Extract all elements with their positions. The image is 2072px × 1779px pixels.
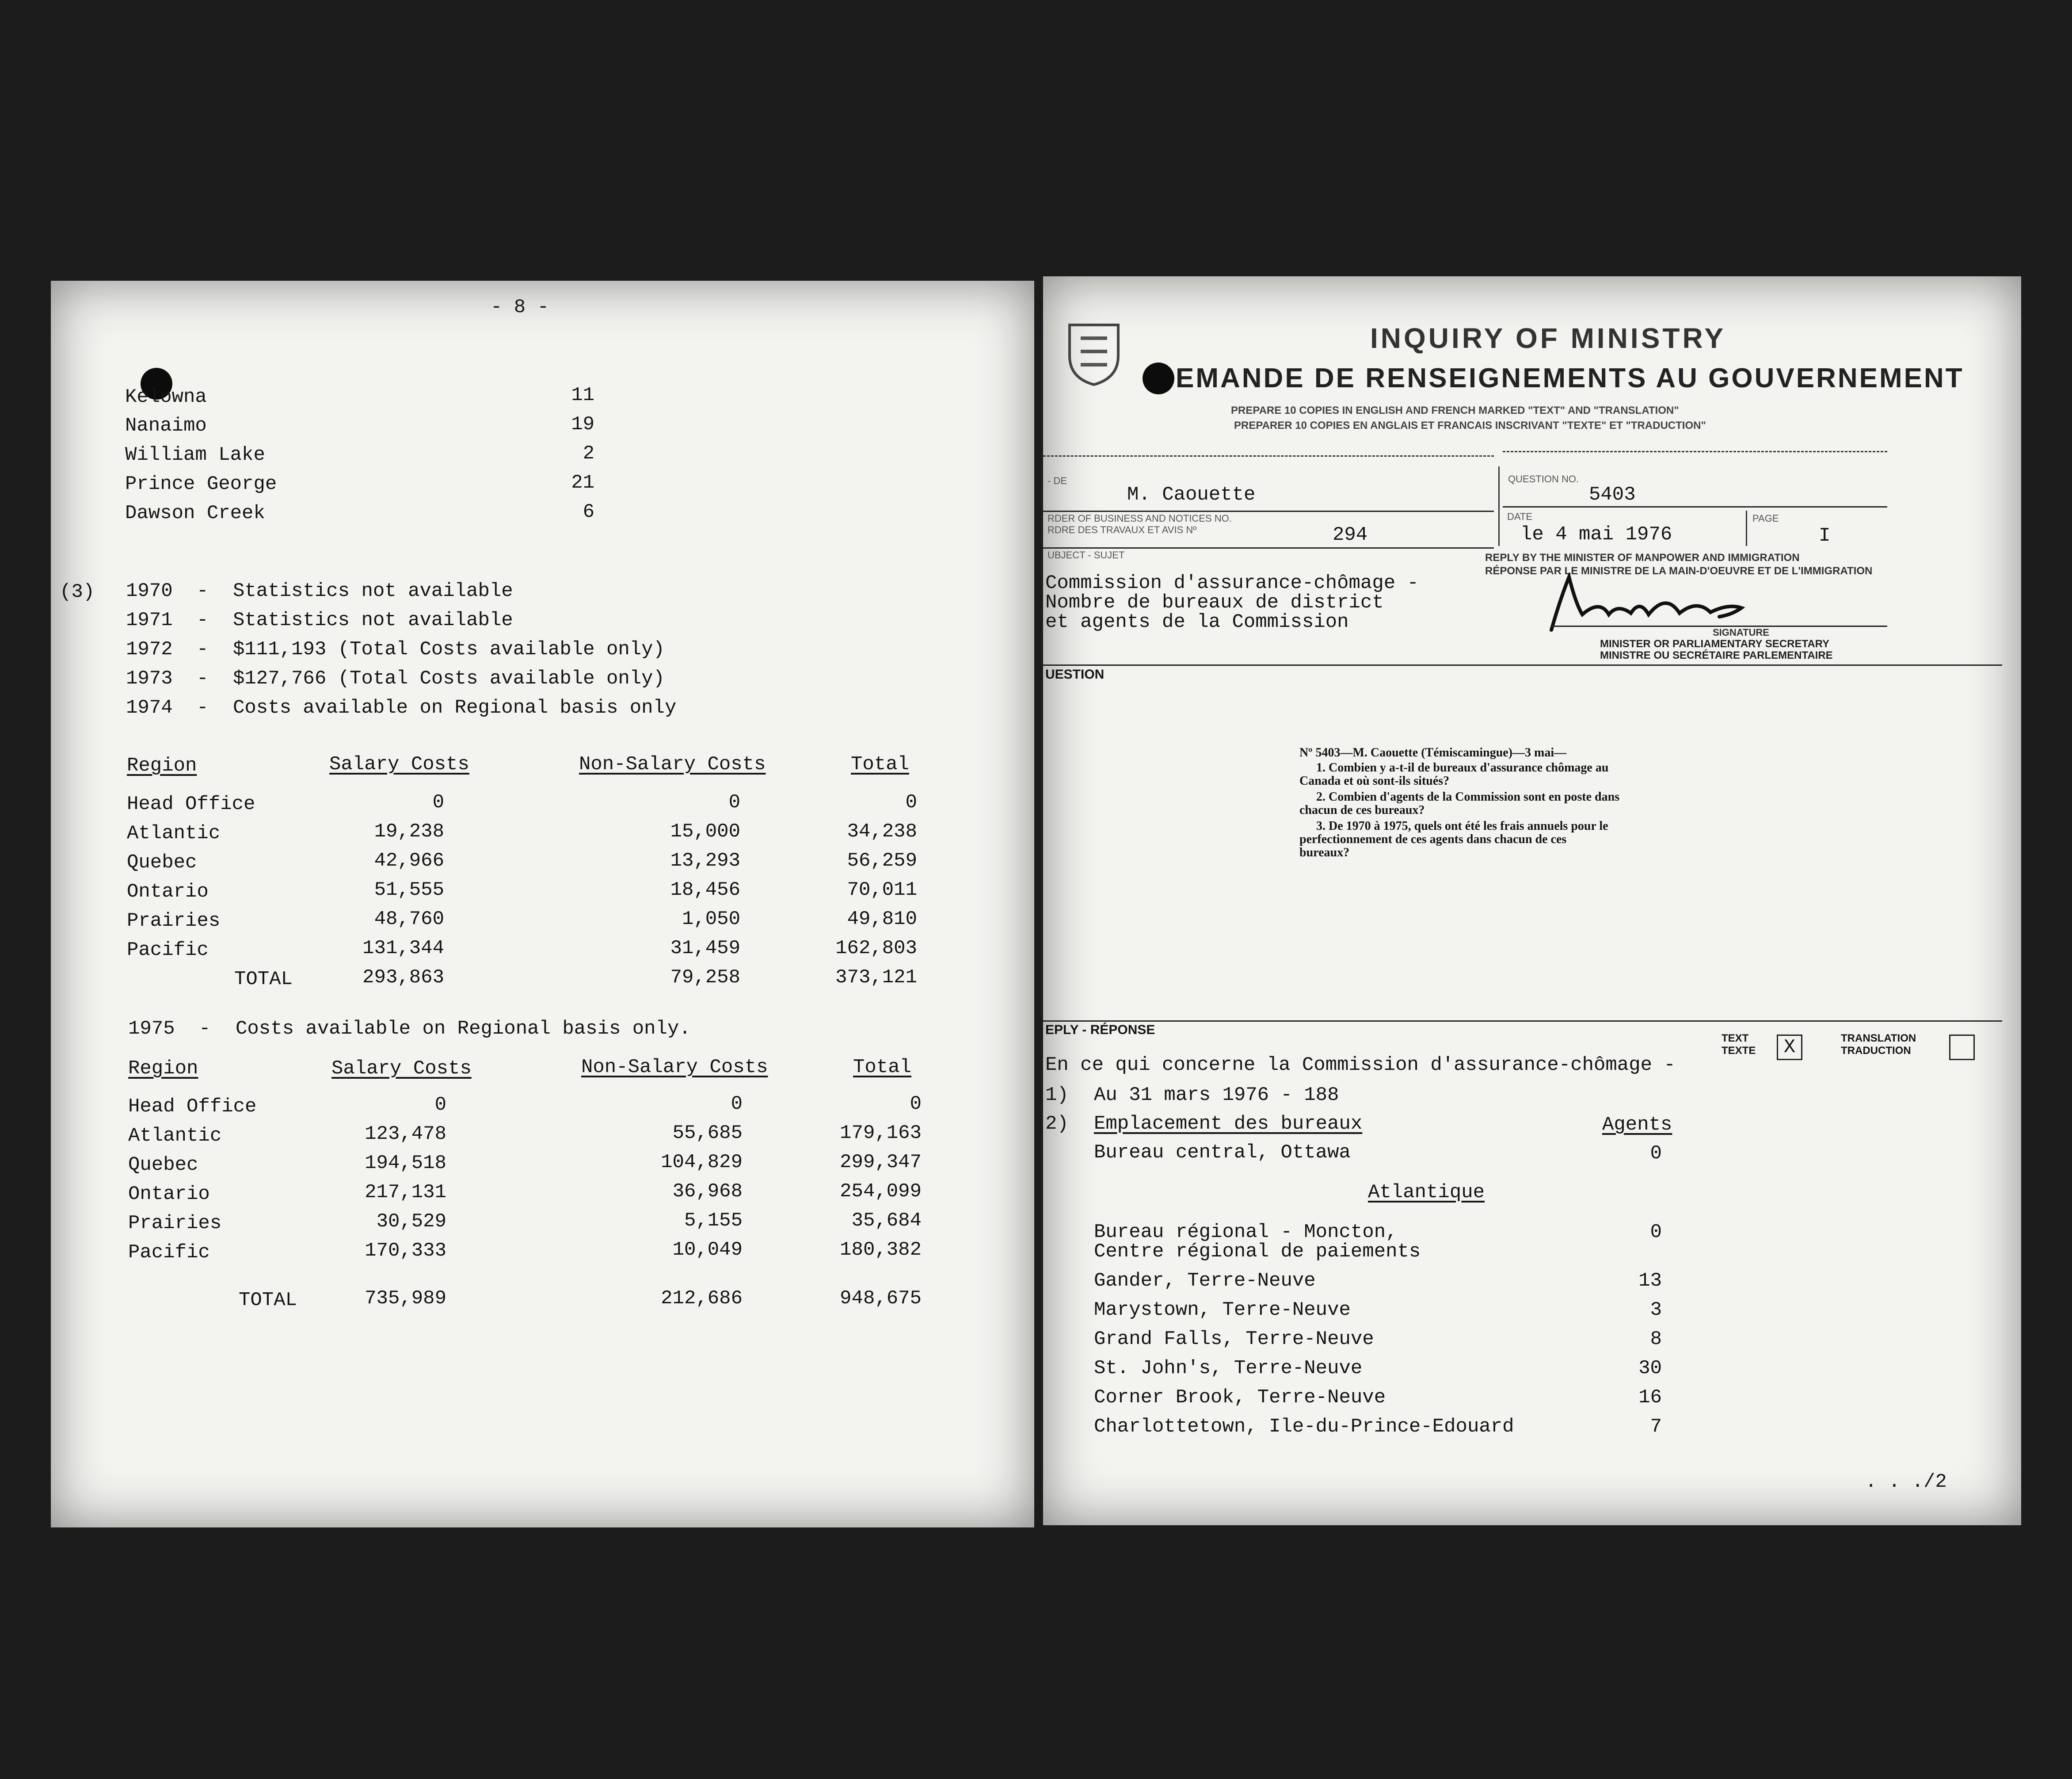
total-non-salary: 79,258 — [670, 966, 740, 989]
section-divider — [1043, 1020, 2002, 1022]
text-label-en: TEXT — [1722, 1032, 1749, 1044]
office-count: 21 — [571, 472, 594, 494]
office-name: Dawson Creek — [125, 502, 265, 524]
item-number: 2) — [1045, 1113, 1069, 1135]
total-label: TOTAL — [239, 1289, 297, 1311]
office-name: Corner Brook, Terre-Neuve — [1094, 1386, 1386, 1409]
year-dash: - — [197, 638, 209, 660]
salary-cell: 48,760 — [374, 908, 444, 930]
reply-label: EPLY - RÉPONSE — [1045, 1023, 1155, 1037]
office-name: Prince George — [125, 473, 277, 495]
total-cell: 179,163 — [840, 1122, 922, 1144]
region-cell: Head Office — [127, 793, 255, 815]
region-cell: Ontario — [127, 881, 209, 903]
col-header-non-salary: Non-Salary Costs — [579, 753, 766, 775]
total-cell: 0 — [910, 1093, 922, 1115]
right-page — [1043, 276, 2021, 1525]
region-cell: Prairies — [128, 1212, 222, 1234]
header-divider — [1043, 455, 1494, 457]
total-cell: 254,099 — [840, 1180, 922, 1203]
salary-cell: 30,529 — [376, 1210, 446, 1233]
item-number: 1) — [1045, 1084, 1069, 1106]
order-label-fr: RDRE DES TRAVAUX ET AVIS Nº — [1047, 524, 1197, 535]
reply-by-fr: RÉPONSE PAR LE MINISTRE DE LA MAIN-D'OEUVRE ET DE L'IMMIGRATION — [1485, 565, 1873, 577]
reply-intro: En ce qui concerne la Commission d'assurance-chômage - — [1045, 1054, 1676, 1076]
date-label: DATE — [1507, 511, 1533, 522]
office-name: Kelowna — [125, 386, 207, 408]
field-divider — [1503, 506, 1887, 508]
year-dash: - — [197, 697, 209, 719]
office-agents: 30 — [1638, 1357, 1662, 1379]
year-dash: - — [197, 609, 209, 631]
year-label: 1971 — [126, 609, 173, 631]
prepare-instructions-en: PREPARE 10 COPIES IN ENGLISH AND FRENCH MARKED "TEXT" AND "TRANSLATION" — [1231, 405, 1679, 416]
total-cell: 299,347 — [840, 1151, 922, 1173]
total-salary: 735,989 — [365, 1287, 446, 1309]
salary-cell: 0 — [434, 1094, 446, 1116]
col-header-non-salary: Non-Salary Costs — [581, 1056, 768, 1078]
year-dash: - — [197, 668, 209, 690]
col-header-region: Region — [128, 1057, 198, 1080]
office-agents: 0 — [1650, 1142, 1662, 1164]
office-count: 19 — [571, 413, 594, 435]
prepare-instructions-fr: PREPARER 10 COPIES EN ANGLAIS ET FRANCAIS INSCRIVANT "TEXTE" ET "TRADUCTION" — [1234, 420, 1706, 431]
office-name: William Lake — [125, 444, 265, 466]
minister-signature — [1534, 573, 1763, 634]
continued-marker: . . ./2 — [1865, 1471, 1947, 1493]
field-divider — [1746, 511, 1747, 546]
salary-cell: 19,238 — [374, 821, 444, 843]
total-cell: 35,684 — [851, 1210, 922, 1232]
office-name: Nanaimo — [125, 415, 207, 437]
question-label: UESTION — [1045, 667, 1105, 682]
total-cell: 49,810 — [847, 908, 917, 930]
year-label: 1972 — [126, 638, 173, 660]
subject-line: Commission d'assurance-chômage - — [1045, 572, 1419, 594]
region-cell: Quebec — [128, 1154, 198, 1176]
question-text: 1. Combien y a-t-il de bureaux d'assurance chômage au — [1316, 761, 1609, 775]
year-note: $111,193 (Total Costs available only) — [233, 638, 665, 660]
region-cell: Atlantic — [127, 822, 221, 844]
total-cell: 162,803 — [835, 937, 917, 959]
page-label: PAGE — [1752, 513, 1779, 524]
total-cell: 56,259 — [847, 850, 917, 872]
office-name: Marystown, Terre-Neuve — [1094, 1299, 1351, 1321]
form-title-en: INQUIRY OF MINISTRY — [1370, 322, 1726, 354]
salary-cell: 123,478 — [365, 1123, 446, 1145]
field-divider — [1043, 511, 1494, 512]
col-header-total: Total — [853, 1056, 912, 1078]
subject-label: UBJECT - SUJET — [1047, 550, 1125, 561]
from-label: - DE — [1047, 475, 1067, 486]
total-total: 373,121 — [835, 966, 917, 989]
year-dash: - — [197, 580, 209, 602]
office-name: Gander, Terre-Neuve — [1094, 1270, 1316, 1292]
salary-cell: 194,518 — [365, 1152, 446, 1174]
office-count: 11 — [571, 384, 594, 406]
date-value: le 4 mai 1976 — [1520, 523, 1672, 546]
non-salary-cell: 13,293 — [670, 850, 740, 872]
from-value: M. Caouette — [1127, 484, 1256, 506]
year-label: 1973 — [126, 668, 173, 690]
question-no-label: QUESTION NO. — [1508, 473, 1579, 485]
translation-checkbox[interactable] — [1949, 1035, 1975, 1060]
region-heading: Atlantique — [1368, 1181, 1485, 1203]
total-cell: 34,238 — [847, 821, 917, 843]
checkbox-mark: X — [1783, 1036, 1796, 1058]
reply-by-en: REPLY BY THE MINISTER OF MANPOWER AND IMMIGRATION — [1485, 552, 1800, 564]
year-note: Statistics not available — [233, 609, 513, 631]
page-value: I — [1819, 525, 1831, 547]
translation-label-en: TRANSLATION — [1841, 1032, 1916, 1044]
item-text: Au 31 mars 1976 - 188 — [1094, 1084, 1339, 1106]
question-text: Canada et où sont-ils situés? — [1299, 774, 1450, 788]
section-marker: (3) — [60, 581, 95, 603]
region-cell: Atlantic — [128, 1125, 222, 1147]
non-salary-cell: 104,829 — [661, 1151, 743, 1173]
signer-title-fr: MINISTRE OU SECRÉTAIRE PARLEMENTAIRE — [1600, 649, 1833, 661]
office-agents: 0 — [1650, 1221, 1662, 1243]
salary-cell: 42,966 — [374, 850, 444, 872]
office-agents: 8 — [1650, 1328, 1662, 1350]
total-label: TOTAL — [234, 968, 293, 990]
office-agents: 7 — [1650, 1416, 1662, 1438]
order-label-en: RDER OF BUSINESS AND NOTICES NO. — [1047, 513, 1232, 524]
total-total: 948,675 — [840, 1287, 922, 1309]
office-count: 2 — [583, 443, 594, 465]
order-value: 294 — [1333, 524, 1368, 546]
form-title-fr: EMANDE DE RENSEIGNEMENTS AU GOUVERNEMENT — [1176, 363, 1964, 393]
signer-title-en: MINISTER OR PARLIAMENTARY SECRETARY — [1600, 638, 1830, 650]
punch-hole — [1143, 363, 1174, 394]
region-cell: Ontario — [128, 1183, 210, 1205]
office-name: Grand Falls, Terre-Neuve — [1094, 1328, 1374, 1350]
year-note: $127,766 (Total Costs available only) — [233, 668, 665, 690]
col-header-region: Region — [127, 755, 197, 777]
office-agents: 13 — [1638, 1270, 1662, 1292]
non-salary-cell: 5,155 — [684, 1210, 743, 1232]
salary-cell: 51,555 — [374, 879, 444, 901]
page-number: - 8 - — [491, 296, 549, 318]
salary-cell: 131,344 — [362, 937, 444, 959]
total-cell: 70,011 — [847, 879, 917, 901]
field-divider — [1043, 547, 1494, 549]
col-header-total: Total — [851, 753, 910, 775]
question-heading: Nº 5403—M. Caouette (Témiscamingue)—3 mai— — [1299, 746, 1567, 760]
year-note: Costs available on Regional basis only — [233, 697, 677, 719]
non-salary-cell: 55,685 — [672, 1122, 743, 1144]
subject-line: Nombre de bureaux de district — [1045, 592, 1384, 614]
total-cell: 180,382 — [840, 1239, 922, 1261]
total-non-salary: 212,686 — [661, 1287, 743, 1309]
year-label: 1974 — [126, 697, 173, 719]
subject-line: et agents de la Commission — [1045, 611, 1349, 633]
question-text: chacun de ces bureaux? — [1299, 803, 1425, 817]
non-salary-cell: 0 — [728, 791, 740, 813]
salary-cell: 0 — [432, 791, 444, 813]
office-agents: 3 — [1650, 1299, 1662, 1321]
text-checkbox[interactable] — [1777, 1035, 1802, 1060]
signature-label: SIGNATURE — [1713, 627, 1769, 638]
field-divider — [1498, 466, 1500, 546]
section-divider — [1043, 664, 2002, 666]
question-text: perfectionnement de ces agents dans chacun de ces — [1299, 832, 1567, 846]
office-name: Centre régional de paiements — [1094, 1241, 1421, 1263]
question-text: 2. Combien d'agents de la Commission sont en poste dans — [1316, 790, 1620, 804]
year-note: Statistics not available — [233, 580, 513, 602]
question-text: bureaux? — [1299, 846, 1350, 859]
col-header-salary: Salary Costs — [331, 1057, 472, 1080]
total-salary: 293,863 — [362, 966, 444, 989]
text-label-fr: TEXTE — [1722, 1045, 1756, 1057]
non-salary-cell: 1,050 — [682, 908, 740, 930]
office-agents: 16 — [1638, 1386, 1662, 1409]
region-cell: Pacific — [128, 1241, 210, 1264]
question-no-value: 5403 — [1589, 484, 1636, 506]
salary-cell: 170,333 — [365, 1240, 446, 1262]
header-divider — [1503, 451, 1887, 452]
region-cell: Head Office — [128, 1096, 257, 1118]
office-name: Bureau régional - Moncton, — [1094, 1221, 1398, 1243]
col-header-salary: Salary Costs — [329, 753, 469, 775]
translation-label-fr: TRADUCTION — [1841, 1045, 1911, 1057]
non-salary-cell: 15,000 — [670, 821, 740, 843]
crest-icon — [1061, 316, 1127, 387]
non-salary-cell: 18,456 — [670, 879, 740, 901]
year-label: 1975 — [128, 1018, 175, 1040]
office-name: Charlottetown, Ile-du-Prince-Edouard — [1094, 1416, 1514, 1438]
office-name: Bureau central, Ottawa — [1094, 1141, 1351, 1164]
left-page — [51, 281, 1034, 1527]
non-salary-cell: 36,968 — [672, 1180, 743, 1203]
region-cell: Pacific — [127, 939, 209, 961]
salary-cell: 217,131 — [365, 1181, 446, 1203]
question-text: 3. De 1970 à 1975, quels ont été les frais annuels pour le — [1316, 819, 1608, 833]
item-text: Emplacement des bureaux — [1094, 1113, 1363, 1135]
office-count: 6 — [583, 501, 594, 523]
non-salary-cell: 0 — [731, 1093, 743, 1115]
non-salary-cell: 10,049 — [672, 1239, 743, 1261]
year-label: 1970 — [126, 580, 173, 602]
total-cell: 0 — [905, 791, 917, 813]
year-note: Costs available on Regional basis only. — [236, 1018, 691, 1040]
year-dash: - — [199, 1018, 211, 1040]
office-name: St. John's, Terre-Neuve — [1094, 1357, 1363, 1379]
non-salary-cell: 31,459 — [670, 937, 740, 959]
region-cell: Quebec — [127, 851, 197, 874]
agents-header: Agents — [1602, 1114, 1672, 1136]
region-cell: Prairies — [127, 910, 221, 932]
